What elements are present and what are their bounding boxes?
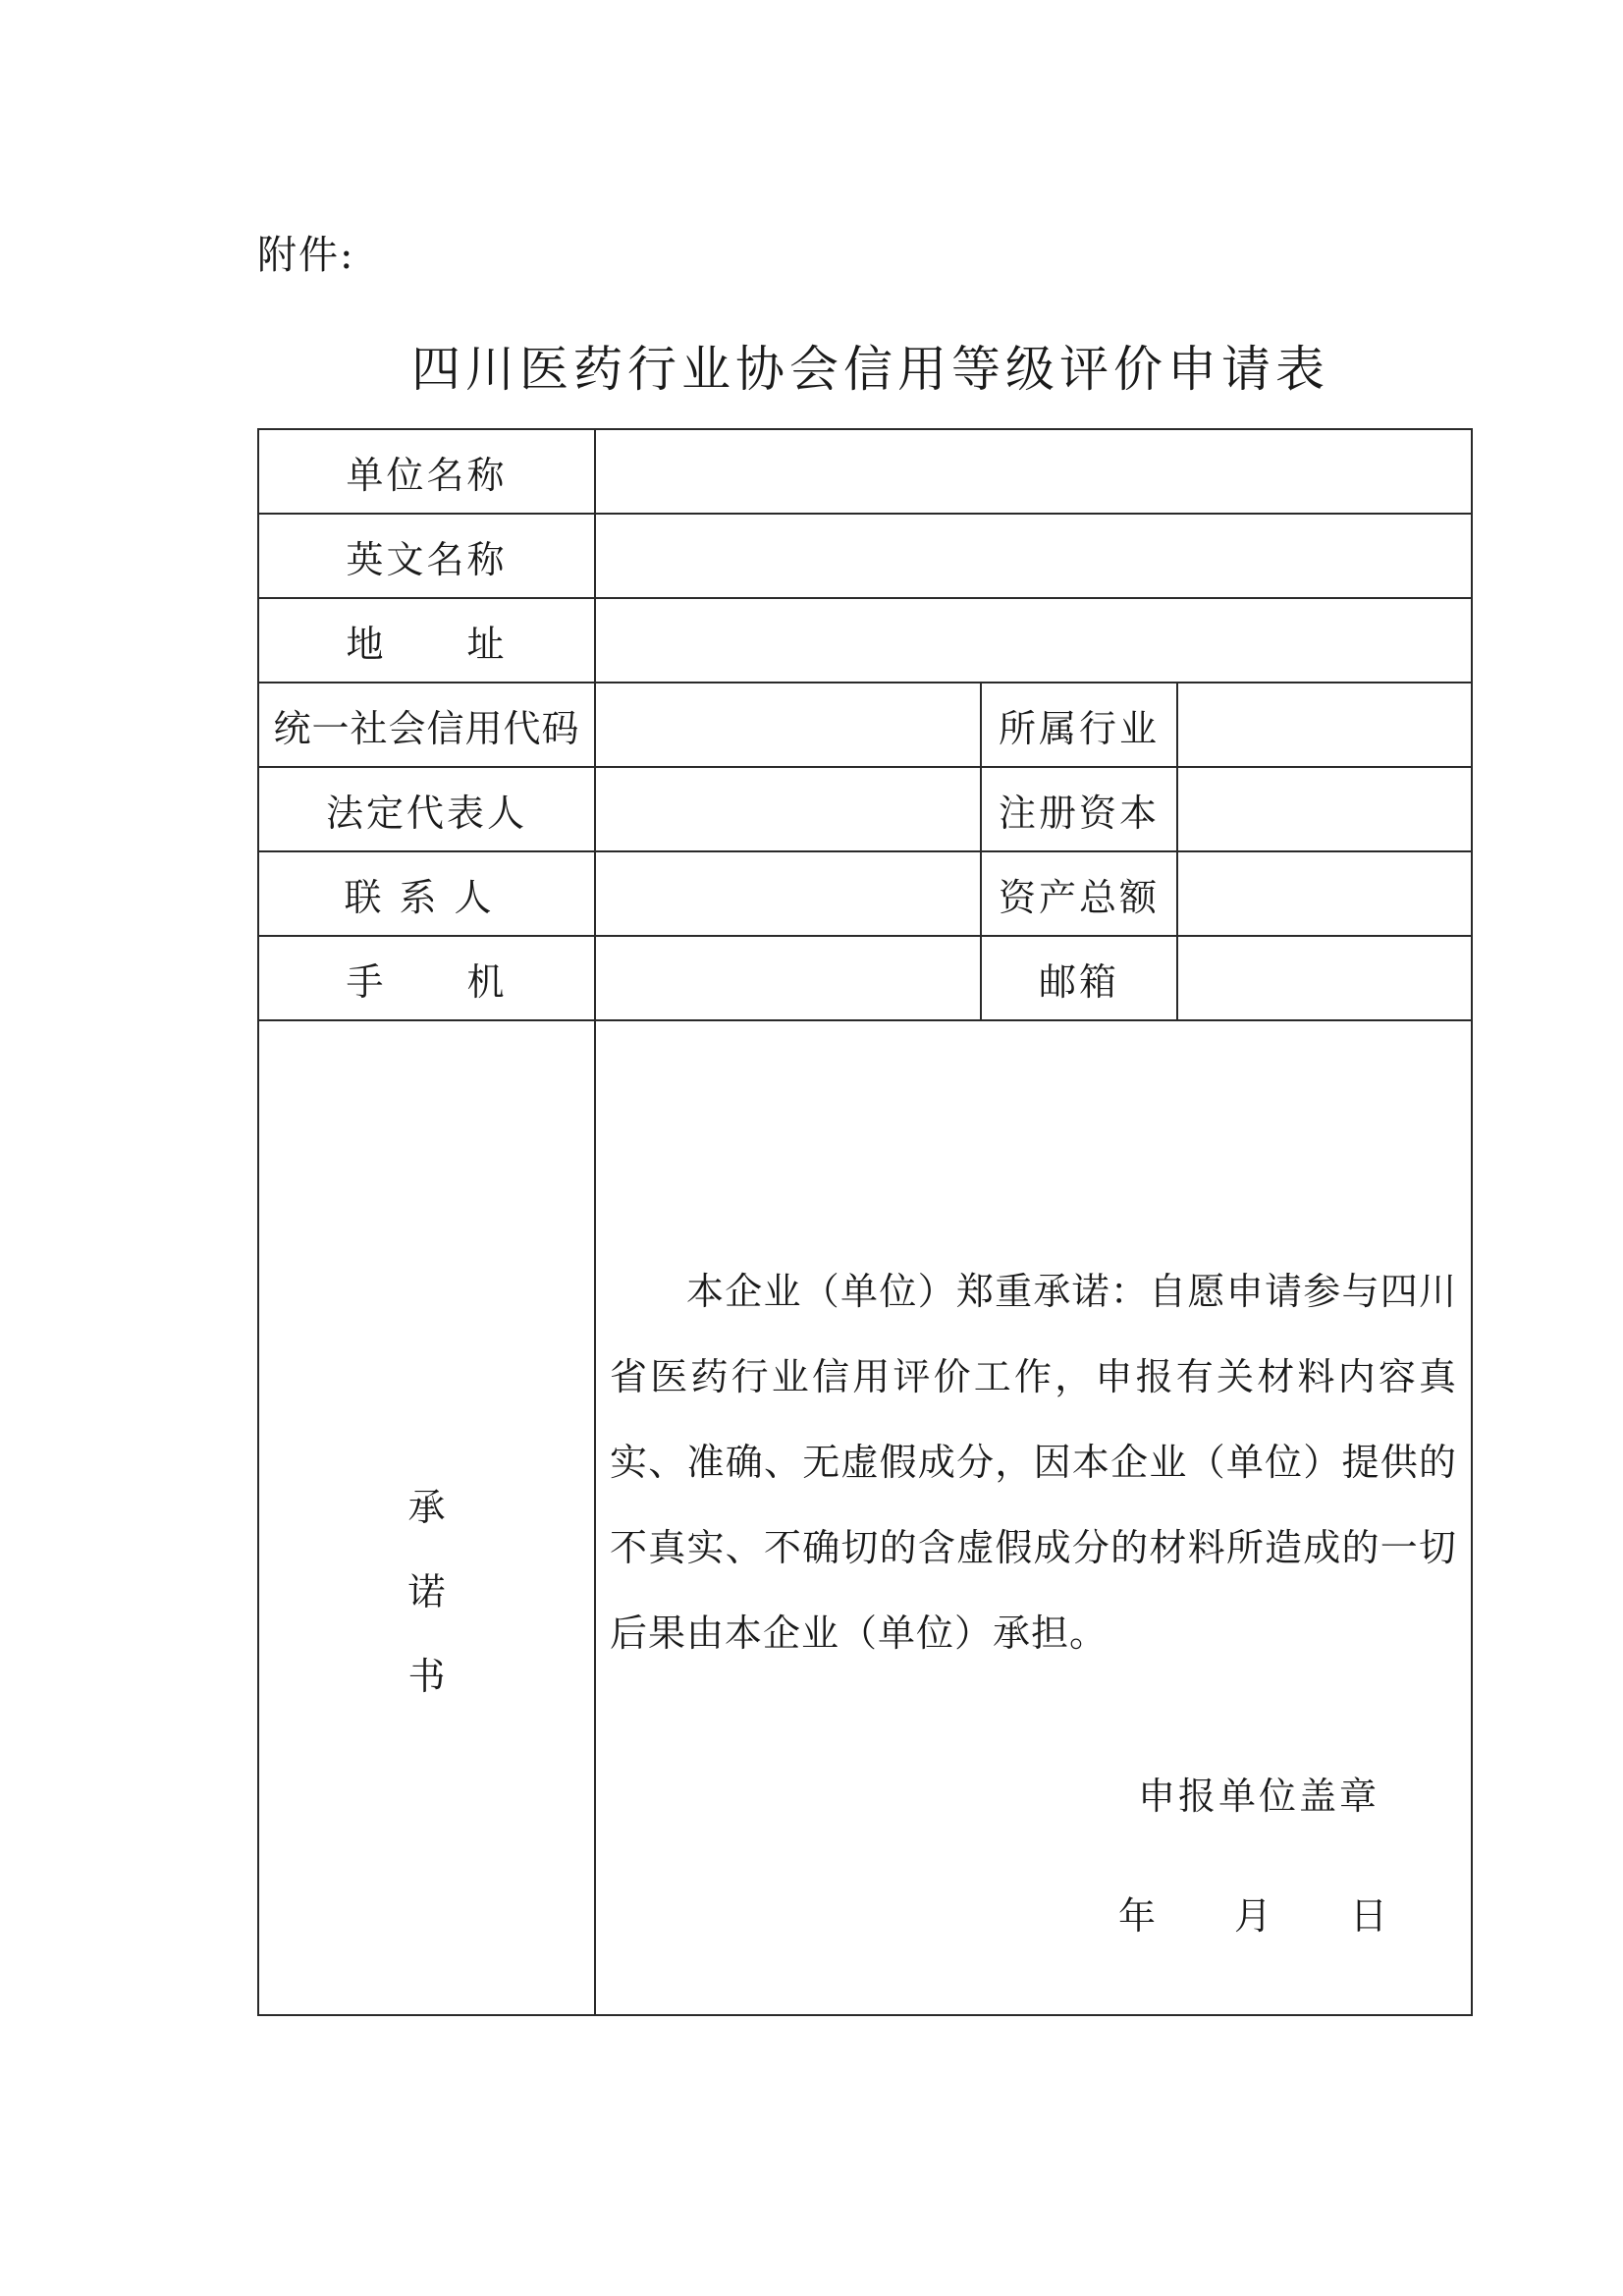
mobile-row <box>258 936 1472 1020</box>
month-label: 月 <box>1234 1894 1272 1938</box>
registered-capital-label: 注册资本 <box>981 767 1177 851</box>
unit-name-row <box>258 429 1472 514</box>
pledge-cell <box>595 1020 1472 2015</box>
english-name-row <box>258 514 1472 598</box>
seal-label: 申报单位盖章 <box>1138 1775 1380 1818</box>
contact-row <box>258 851 1472 936</box>
legal-rep-field[interactable] <box>595 767 981 851</box>
year-label: 年 <box>1118 1894 1157 1938</box>
page-title: 四川医药行业协会信用等级评价申请表 <box>411 341 1329 398</box>
legal-rep-row <box>258 767 1472 851</box>
english-name-field[interactable] <box>595 514 1472 598</box>
industry-field[interactable] <box>1177 683 1472 767</box>
address-field[interactable] <box>595 598 1472 683</box>
date-line <box>1118 1886 1387 1940</box>
legal-rep-label: 法定代表人 <box>258 767 595 851</box>
total-assets-field[interactable] <box>1177 851 1472 936</box>
email-field[interactable] <box>1177 936 1472 1020</box>
pledge-label: 承诺书 <box>407 1485 446 1698</box>
mobile-label: 手 机 <box>258 936 595 1020</box>
unit-name-field[interactable] <box>595 429 1472 514</box>
credit-code-row <box>258 683 1472 767</box>
application-form-table <box>257 428 1473 2016</box>
day-label: 日 <box>1350 1894 1388 1938</box>
credit-code-field[interactable] <box>595 683 981 767</box>
contact-field[interactable] <box>595 851 981 936</box>
total-assets-label: 资产总额 <box>981 851 1177 936</box>
mobile-field[interactable] <box>595 936 981 1020</box>
address-label: 地 址 <box>258 598 595 683</box>
email-label: 邮箱 <box>981 936 1177 1020</box>
attachment-label: 附件: <box>257 233 355 278</box>
pledge-label-cell <box>258 1020 595 2015</box>
registered-capital-field[interactable] <box>1177 767 1472 851</box>
pledge-row <box>258 1020 1472 2015</box>
address-row <box>258 598 1472 683</box>
industry-label: 所属行业 <box>981 683 1177 767</box>
contact-label: 联系人 <box>258 851 595 936</box>
credit-code-label: 统一社会信用代码 <box>258 683 595 767</box>
pledge-text: 本企业（单位）郑重承诺：自愿申请参与四川省医药行业信用评价工作，申报有关材料内容真实、准确、无虚假成分，因本企业（单位）提供的不真实、不确切的含虚假成分的材料所造成的一切后果由本企业（单位）承担。 <box>610 1270 1458 1655</box>
english-name-label: 英文名称 <box>258 514 595 598</box>
unit-name-label: 单位名称 <box>258 429 595 514</box>
